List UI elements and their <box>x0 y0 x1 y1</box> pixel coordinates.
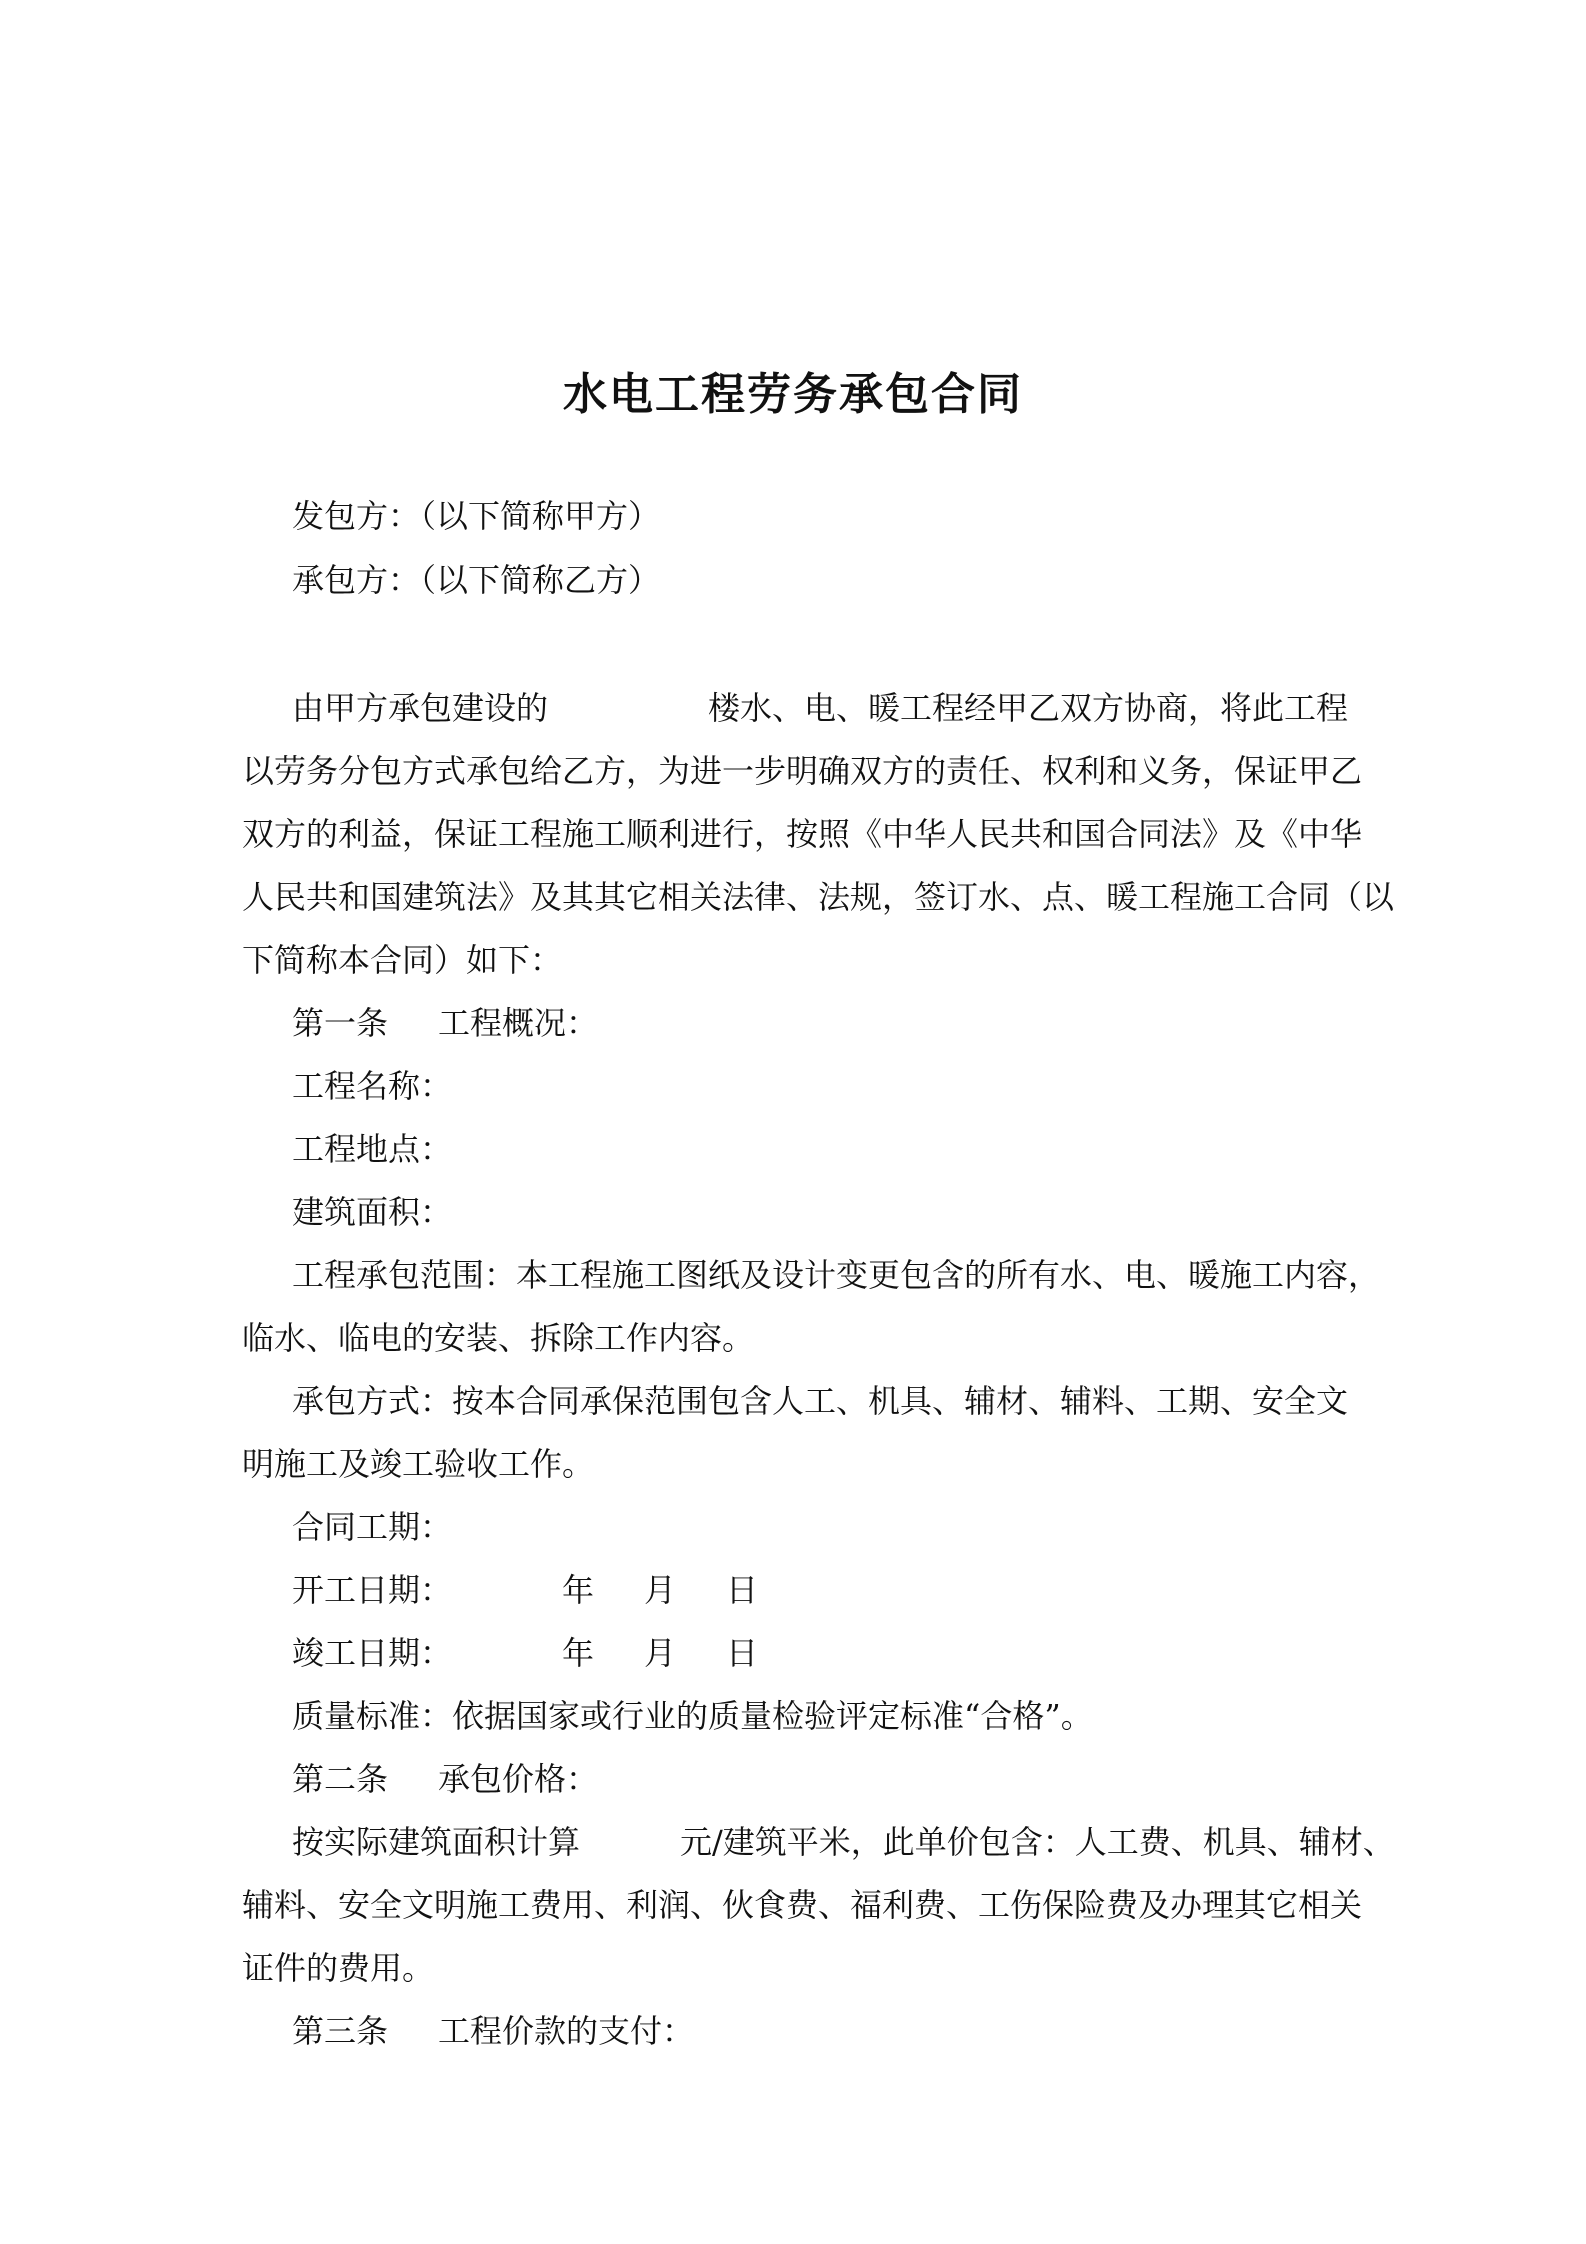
price-line-1-a: 按实际建筑面积计算 <box>292 1823 581 1861</box>
start-month: 月 <box>644 1571 677 1609</box>
start-date-line <box>292 1570 758 1610</box>
end-date-label: 竣工日期： <box>292 1634 453 1672</box>
contractor-party: 承包方：（以下简称乙方） <box>292 561 661 599</box>
article-2-heading <box>292 1759 598 1799</box>
preamble-line-1-a: 由甲方承包建设的 <box>292 689 549 727</box>
article-2-number: 第二条 <box>292 1760 389 1798</box>
start-date-label: 开工日期： <box>292 1571 453 1609</box>
building-area-label: 建筑面积： <box>292 1193 453 1231</box>
preamble-line-3: 双方的利益，保证工程施工顺利进行，按照《中华人民共和国合同法》及《中华 <box>242 815 1363 853</box>
price-line-1 <box>292 1822 1395 1862</box>
preamble-line-2: 以劳务分包方式承包给乙方，为进一步明确双方的责任、权利和义务，保证甲乙 <box>242 752 1363 790</box>
end-date-line <box>292 1633 758 1673</box>
preamble-line-5: 下简称本合同）如下： <box>242 941 563 979</box>
document-title: 水电工程劳务承包合同 <box>563 369 1023 420</box>
article-3-title: 工程价款的支付： <box>438 2012 695 2050</box>
mode-line-1: 承包方式：按本合同承保范围包含人工、机具、辅材、辅料、工期、安全文 <box>292 1382 1349 1420</box>
start-day: 日 <box>726 1571 759 1609</box>
end-year: 年 <box>562 1634 595 1672</box>
price-line-3: 证件的费用。 <box>242 1949 435 1987</box>
start-year: 年 <box>562 1571 595 1609</box>
preamble-line-4: 人民共和国建筑法》及其其它相关法律、法规，签订水、点、暖工程施工合同（以 <box>242 878 1395 916</box>
scope-line-1: 工程承包范围：本工程施工图纸及设计变更包含的所有水、电、暖施工内容， <box>292 1256 1381 1294</box>
article-3-heading <box>292 2011 694 2051</box>
contract-period-label: 合同工期： <box>292 1508 453 1546</box>
article-1-heading <box>292 1003 598 1043</box>
mode-line-2: 明施工及竣工验收工作。 <box>242 1445 595 1483</box>
project-name-label: 工程名称： <box>292 1067 453 1105</box>
article-3-number: 第三条 <box>292 2012 389 2050</box>
article-2-title: 承包价格： <box>438 1760 599 1798</box>
employer-party: 发包方：（以下简称甲方） <box>292 497 661 535</box>
quality-standard: 质量标准：依据国家或行业的质量检验评定标准“合格”。 <box>292 1697 1093 1735</box>
price-line-1-b: 元/建筑平米，此单价包含：人工费、机具、辅材、 <box>680 1823 1395 1861</box>
preamble-line-1-b: 楼水、电、暖工程经甲乙双方协商，将此工程 <box>708 689 1349 727</box>
end-month: 月 <box>644 1634 677 1672</box>
scope-line-2: 临水、临电的安装、拆除工作内容。 <box>242 1319 755 1357</box>
article-1-title: 工程概况： <box>438 1004 599 1042</box>
article-1-number: 第一条 <box>292 1004 389 1042</box>
preamble-line-1 <box>292 688 1348 728</box>
price-line-2: 辅料、安全文明施工费用、利润、伙食费、福利费、工伤保险费及办理其它相关 <box>242 1886 1363 1924</box>
project-location-label: 工程地点： <box>292 1130 453 1168</box>
end-day: 日 <box>726 1634 759 1672</box>
